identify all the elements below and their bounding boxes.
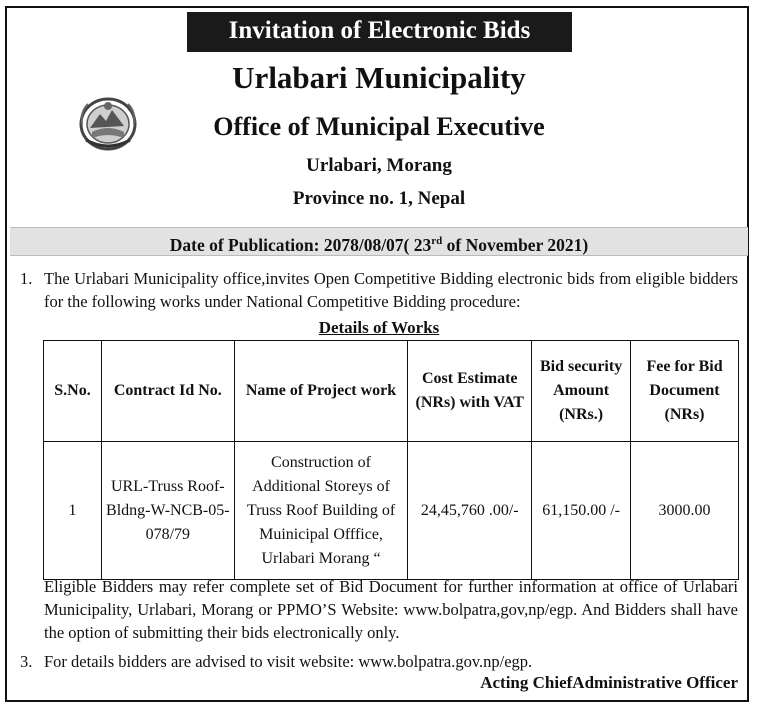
cell-cost-estimate: 24,45,760 .00/- [408,442,532,580]
table-row [44,442,739,580]
paragraph-1-text: The Urlabari Municipality office,invites Open Competitive Bidding electronic bids from eligible bidders for the following works under National Competitive Bidding procedure: [44,269,738,311]
municipality-title: Urlabari Municipality [232,60,526,95]
header-contract-id: Contract Id No. [101,341,234,442]
office-title: Office of Municipal Executive [213,112,545,141]
details-title: Details of Works [318,318,440,337]
cell-sno: 1 [44,442,102,580]
paragraph-2-text: Eligible Bidders may refer complete set of Bid Document for further information at office of Urlabari Municipality, Urlabari, Morang or PPMO’S Website: www.bolpatra,gov,np/egp. And Bidders shall have the option of submitting their bids electronically only. [44,577,738,642]
header-cost-estimate: Cost Estimate (NRs) with VAT [408,341,532,442]
header-bid-security: Bid security Amount (NRs.) [532,341,631,442]
address-line-1: Urlabari, Morang [306,155,452,176]
publication-date: Date of Publication: 2078/08/07( 23rd of November 2021) [169,234,589,255]
signature-line: Acting ChiefAdministrative Officer [480,673,738,692]
paragraph-3-text: For details bidders are advised to visit website: www.bolpatra.gov.np/egp. [44,652,533,671]
header-project-name: Name of Project work [234,341,408,442]
works-table [43,340,739,580]
notice-banner: Invitation of Electronic Bids [187,12,572,52]
cell-bid-security: 61,150.00 /- [532,442,631,580]
address-line-2: Province no. 1, Nepal [292,188,466,209]
cell-bid-fee: 3000.00 [631,442,739,580]
table-header-row [44,341,739,442]
cell-project-name: Construction of Additional Storeys of Truss Roof Building of Muinicipal Offfice, Urlabari Morang “ [234,442,408,580]
cell-contract-id: URL-Truss Roof-Bldng-W-NCB-05-078/79 [101,442,234,580]
header-sno: S.No. [44,341,102,442]
paragraph-3-number: 3. [20,652,33,671]
header-bid-fee: Fee for Bid Document (NRs) [631,341,739,442]
paragraph-1-number: 1. [20,269,33,288]
